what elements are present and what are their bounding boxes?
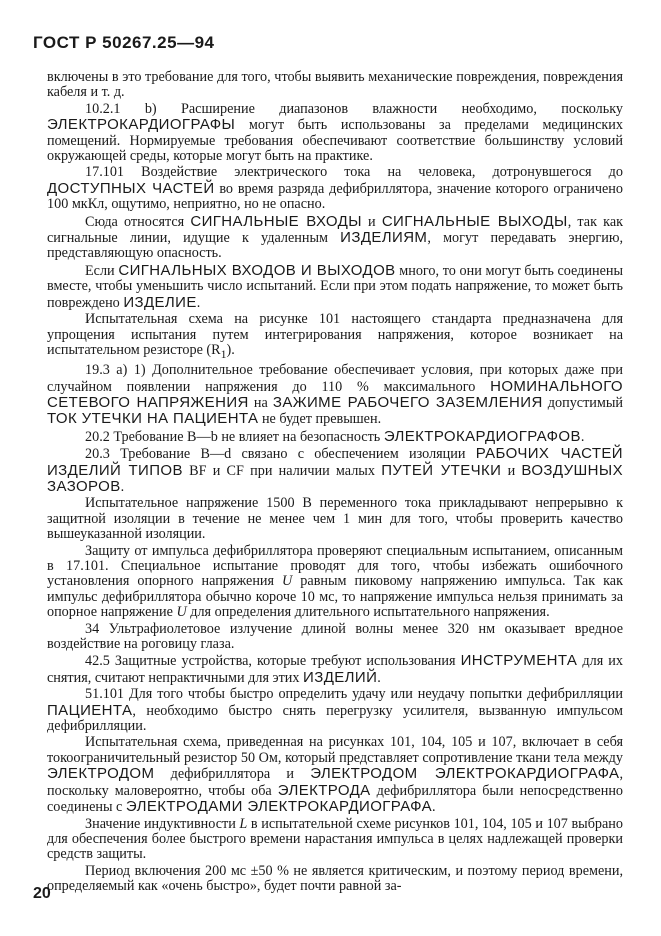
term-caps: ВОЗДУШНЫХ ЗАЗОРОВ [47,461,623,495]
text-run: 34 Ультрафиолетовое излучение длиной волны менее 320 нм оказывает вредное воздействие на роговицу глаза. [47,620,623,653]
paragraph [47,214,623,262]
text-run: и [501,462,522,479]
term-caps: ЭЛЕКТРОДА [277,781,371,799]
document-body [47,70,623,896]
term-caps: РАБОЧИХ ЧАСТЕЙ ИЗДЕЛИЙ ТИПОВ [47,445,623,479]
text-run: 10.2.1 b) Расширение диапазонов влажности необходимо, поскольку [85,100,623,117]
term-caps: СИГНАЛЬНЫХ ВХОДОВ И ВЫХОДОВ [118,261,396,279]
text-run: , могут передавать энергию, представляющую опасность. [47,230,623,262]
term-caps: ЭЛЕКТРОКАРДИОГРАФОВ [383,427,581,445]
text-run: L [239,815,248,832]
text-run: включены в это требование для того, чтобы выявить механические повреждения, повреждения кабеля и т. д. [47,69,623,101]
term-caps: ПУТЕЙ УТЕЧКИ [381,461,502,479]
term-caps: ЭЛЕКТРОДОМ [47,765,155,783]
paragraph [47,864,623,895]
paragraph [47,363,623,428]
text-run: , необходимо быстро снять перегрузку усилителя, вызванную импульсом дефибрилляции. [47,702,623,735]
text-run: для определения длительного испытательного напряжения. [186,604,550,621]
term-caps: ИЗДЕЛИЕ [123,293,197,311]
text-run: . [580,428,585,445]
text-run: дефибриллятора были непосредственно соединены с [47,782,624,816]
text-run: , так как сигнальные линии, идущие к удаленным [47,213,624,247]
term-caps: ИЗДЕЛИЯМ [340,229,428,247]
text-run: допустимый [542,394,624,411]
text-run: Испытательная схема, приведенная на рисунках 101, 104, 105 и 107, включает в себя токоограничительный резистор 50 Ом, который представляет сопротивление ткани тела между [47,734,623,766]
text-run: U [282,573,293,590]
paragraph [47,817,623,863]
text-run: ). [226,341,235,358]
text-run: Если [85,262,119,279]
text-run: U [176,604,187,621]
text-run: могут быть использованы за пределами медицинских помещений. Нормируемые требования обеспечивают соответствие большинству условий окружающей среды, которые могут быть на практике. [47,117,623,165]
paragraph [47,165,623,212]
text-run: много, то они могут быть соединены вместе, чтобы уменьшить число испытаний. Если при этом подать напряжение, то может быть повреждено [47,262,623,311]
text-run: 42.5 Защитные устройства, которые требуют использования [85,653,461,670]
text-run: . [120,478,125,495]
term-caps: НОМИНАЛЬНОГО СЕТЕВОГО НАПРЯЖЕНИЯ [47,377,623,411]
paragraph [47,622,623,653]
text-run: Испытательная схема на рисунке 101 настоящего стандарта предназначена для упрощения испытания путем интегрирования напряжения, которое возникает на испытательном резисторе (R [47,311,623,358]
term-caps: ДОСТУПНЫХ ЧАСТЕЙ [47,179,215,197]
term-caps: ЭЛЕКТРОДАМИ ЭЛЕКТРОКАРДИОГРАФА [125,798,432,816]
text-run: Защиту от импульса дефибриллятора проверяют специальным испытанием, описанным в 17.101. Специальное испытание проводят для того, чтобы избежать ошибочного установления опорного напряжения [47,542,623,590]
paragraph [47,263,623,311]
text-run: для их снятия, считают непрактичными для этих [47,653,623,686]
text-run: 20.2 Требование B—b не влияет на безопасность [85,428,384,445]
text-run: Значение индуктивности [85,815,240,832]
paragraph [47,735,623,815]
term-caps: СИГНАЛЬНЫЕ ВЫХОДЫ [381,212,568,230]
term-caps: СИГНАЛЬНЫЕ ВХОДЫ [190,212,362,230]
paragraph [47,446,623,495]
text-run: . [377,669,381,686]
paragraph [47,429,623,445]
text-run: Сюда относятся [85,213,191,230]
text-run: 20.3 Требование B—d связано с обеспечением изоляции [85,446,476,463]
text-run: равным пиковому напряжению импульса. Так как импульс дефибриллятора обычно короче 10 мс, то напряжение импульса нельзя принимать за опорное напряжение [47,573,623,621]
text-run: не будет превышен. [258,411,382,428]
text-run: BF и CF при наличии малых [182,462,382,479]
text-run: 1 [220,346,227,361]
paragraph [47,687,623,734]
paragraph [47,102,623,165]
term-caps: ЭЛЕКТРОДОМ ЭЛЕКТРОКАРДИОГРАФА [310,765,620,783]
term-caps: ЗАЖИМЕ РАБОЧЕГО ЗАЗЕМЛЕНИЯ [272,393,543,411]
text-run: и [361,213,382,230]
text-run: . [196,294,201,311]
text-run: на [248,394,273,411]
text-run: 19.3 a) 1) Дополнительное требование обеспечивает условия, при которых даже при случайном появлении напряжения до 110 % максимального [47,362,623,395]
text-run: во время разряда дефибриллятора, значение которого ограничено 100 мкКл, ощутимо, неприятно, но не опасно. [47,180,623,213]
text-run: дефибриллятора и [154,766,311,783]
text-run: Период включения 200 мс ±50 % не является критическим, и поэтому период времени, определяемый как «очень быстро», будет почти равной за- [47,862,623,895]
text-run: , поскольку маловероятно, чтобы оба [47,766,623,799]
text-run: в испытательной схеме рисунков 101, 104, 105 и 107 выбрано для обеспечения более быстрого времени нарастания импульса в целях надлежащей проверки средств защиты. [47,815,623,863]
text-run: Испытательное напряжение 1500 В переменного тока прикладывают непрерывно к защитной изоляции в течение не менее чем 1 мин для того, чтобы проверить качество вышеуказанной изоляции. [47,495,623,543]
term-caps: ТОК УТЕЧКИ НА ПАЦИЕНТА [47,410,259,428]
term-caps: ИНСТРУМЕНТА [460,652,578,670]
paragraph [47,653,623,686]
paragraph [47,544,623,621]
standard-header: ГОСТ Р 50267.25—94 [33,33,215,52]
text-run: . [431,799,436,816]
paragraph [47,496,623,542]
page-number: 20 [33,885,51,902]
term-caps: ЭЛЕКТРОКАРДИОГРАФЫ [47,116,236,134]
term-caps: ПАЦИЕНТА [47,701,133,719]
text-run: 51.101 Для того чтобы быстро определить удачу или неудачу попытки дефибрилляции [85,686,623,703]
paragraph [47,312,623,362]
text-run: 17.101 Воздействие электрического тока на человека, дотронувшегося до [85,164,623,181]
paragraph [47,70,623,101]
term-caps: ИЗДЕЛИЙ [303,668,378,686]
